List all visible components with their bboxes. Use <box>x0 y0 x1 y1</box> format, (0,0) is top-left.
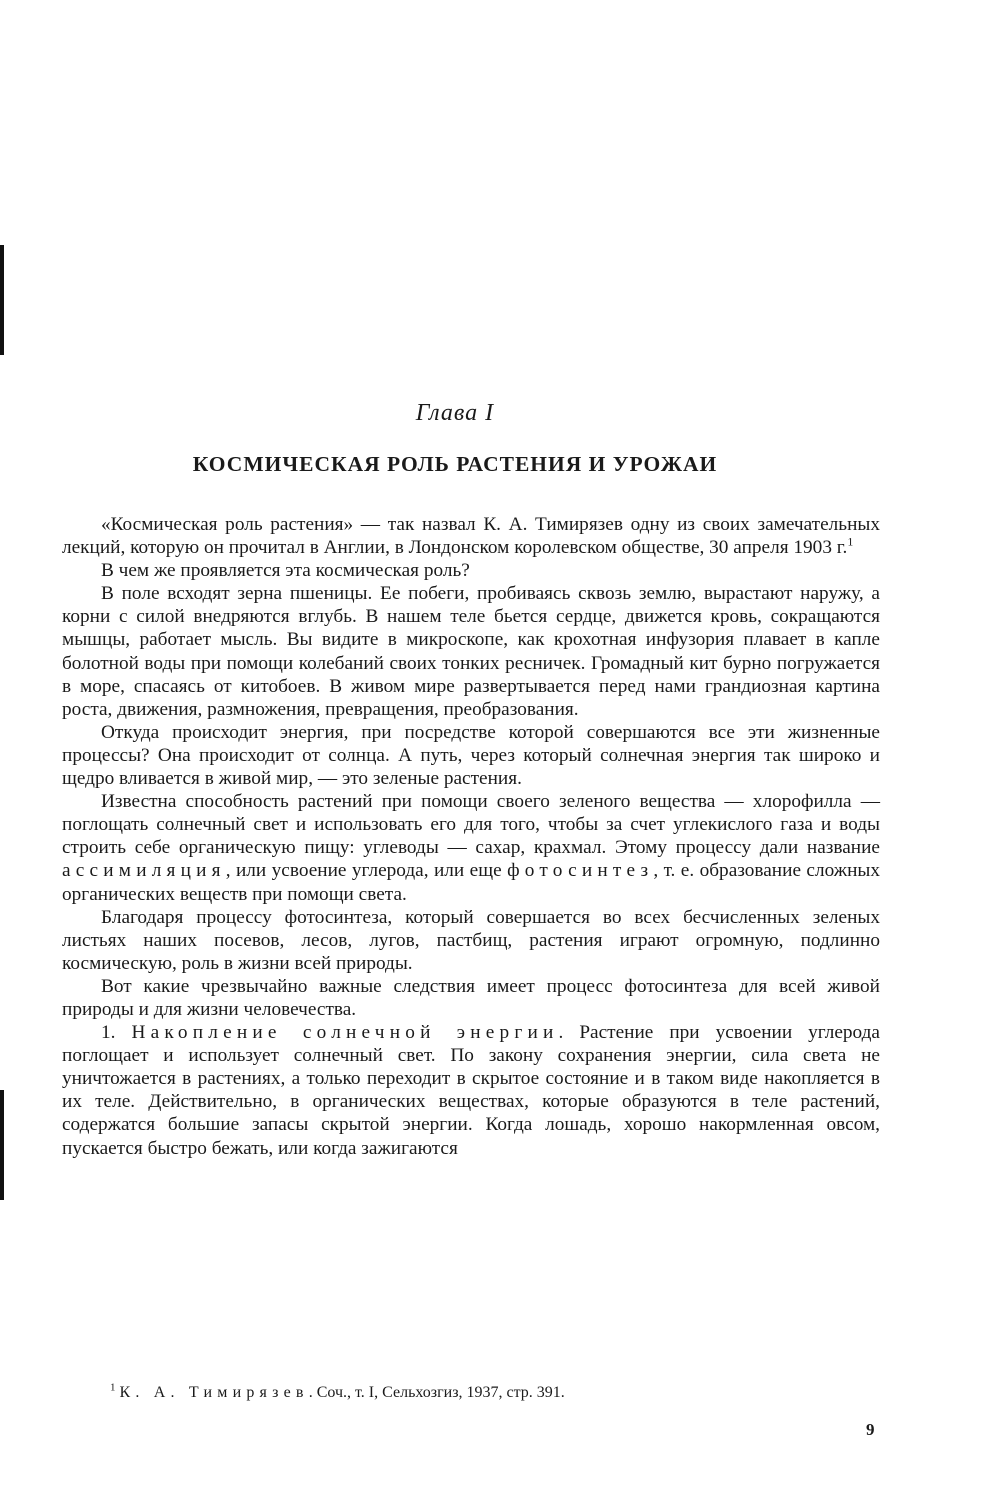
footnote <box>110 1381 565 1402</box>
paragraph-text: , или усвоение углерода, или еще <box>225 860 508 882</box>
paragraph-text: , т. е. образование сложных органических веществ при помощи света. <box>62 860 881 905</box>
page-number: 9 <box>866 1420 875 1439</box>
scan-edge-mark <box>0 245 4 355</box>
paragraph-text: В поле всходят зерна пшеницы. Ее побеги, пробиваясь сквозь землю, вырастают наружу, а корни с силой внедряются вглубь. В нашем теле бьется сердце, движется кровь, сокращаются мышцы, работает мысль. Вы видите в микроскопе, как крохотная инфузория плавает в капле болотной воды при помощи колебаний своих тонких ресничек. Громадный кит бурно погружается в море, спасаясь от китобоев. В живом мире развертывается перед нами грандиозная картина роста, движения, размножения, превращения, преобразования. <box>62 583 880 720</box>
chapter-title: КОСМИЧЕСКАЯ РОЛЬ РАСТЕНИЯ И УРОЖАИ <box>192 452 718 476</box>
paragraph-text: Вот какие чрезвычайно важные следствия имеет процесс фотосинтеза для всей живой природы и для жизни человечества. <box>62 975 880 1020</box>
section-heading-spaced: Накопление солнечной энергии <box>131 1022 559 1044</box>
paragraph <box>62 721 880 790</box>
paragraph-text: Известна способность растений при помощи своего зеленого вещества — хлорофилла — поглощать солнечный свет и использовать его для того, чтобы за счет углекислого газа и воды строить себе органическую пищу: углеводы — сахар, крахмал. Этому процессу дали название <box>62 791 880 859</box>
footnote-author: К. А. Тимирязев <box>119 1384 309 1401</box>
spaced-term: фотосинтез <box>507 860 654 882</box>
paragraph <box>62 906 880 975</box>
paragraph <box>62 559 880 582</box>
paragraph-text: Откуда происходит энергия, при посредстве которой совершаются все эти жизненные процессы? Она происходит от солнца. А путь, через который солнечная энергия так широко и щедро вливается в живой мир, — это зеленые растения. <box>62 721 880 790</box>
body-text <box>62 513 880 1160</box>
paragraph <box>62 790 880 905</box>
spaced-term: ассимиляция <box>62 860 226 882</box>
scan-edge-mark <box>0 1090 4 1200</box>
paragraph <box>62 975 880 1021</box>
footnote-reference: 1 <box>847 534 854 549</box>
chapter-label: Глава I <box>415 400 495 426</box>
paragraph <box>62 1021 880 1160</box>
footnote-mark: 1 <box>110 1381 116 1394</box>
paragraph-text: . Растение при усвоении углерода поглощает и использует солнечный свет. По закону сохранения энергии, сила света не уничтожается в растениях, а только переходит в скрытое состояние и в таком виде накопляется в их теле. Действительно, в органических веществах, которые образуются в теле растений, содержатся большие запасы скрытой энергии. Когда лошадь, хорошо накормленная овсом, пускается быстро бежать, или когда зажигаются <box>62 1022 880 1159</box>
paragraph-text: В чем же проявляется эта космическая роль? <box>101 560 470 582</box>
paragraph <box>62 513 880 559</box>
footnote-text: . Соч., т. I, Сельхозгиз, 1937, стр. 391. <box>308 1384 565 1401</box>
paragraph <box>62 582 880 721</box>
list-number: 1. <box>101 1022 132 1044</box>
paragraph-text: «Космическая роль растения» — так назвал К. А. Тимирязев одну из своих замечательных лекций, которую он прочитал в Англии, в Лондонском королевском обществе, 30 апреля 1903 г. <box>62 514 880 559</box>
paragraph-text: Благодаря процессу фотосинтеза, который совершается во всех бесчисленных зеленых листьях наших посевов, лесов, лугов, пастбищ, растения играют огромную, подлинно космическую, роль в жизни всей природы. <box>62 906 880 974</box>
